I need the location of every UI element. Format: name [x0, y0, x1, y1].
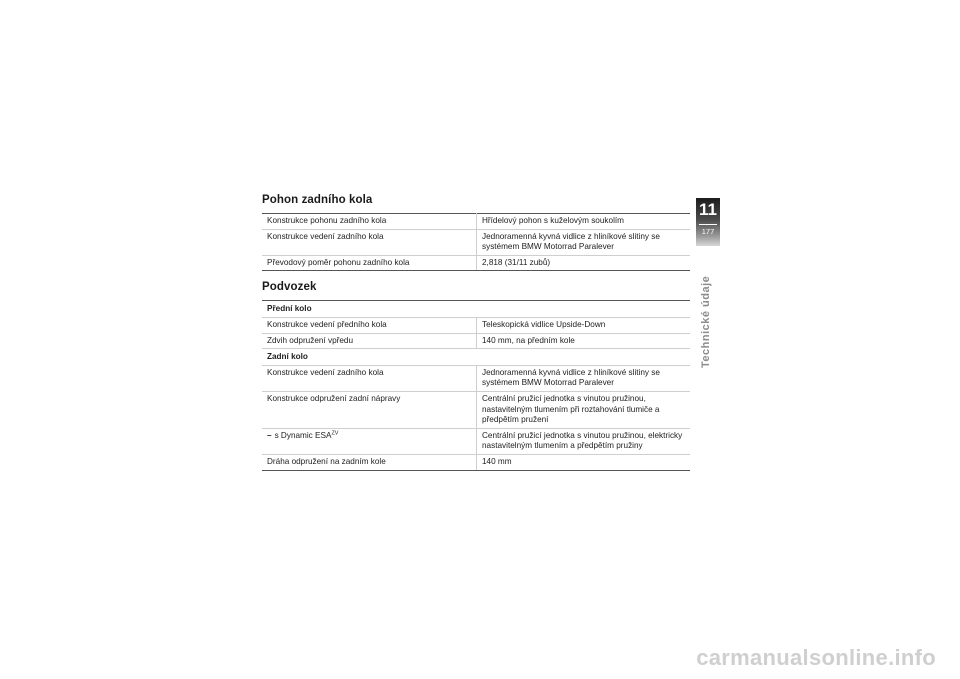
- row-label: Konstrukce vedení zadního kola: [262, 229, 477, 255]
- table-row: [262, 255, 690, 271]
- row-value: Hřídelový pohon s kuželovým soukolím: [477, 214, 691, 230]
- subheading-label: Zadní kolo: [262, 349, 690, 366]
- manual-content: [262, 194, 690, 471]
- table-row: [262, 333, 690, 349]
- row-value: Jednoramenná kyvná vidlice z hliníkové slitiny se systémem BMW Motorrad Paralever: [477, 365, 691, 391]
- table-row-dynamic-esa: [262, 428, 690, 454]
- subheading-label: Přední kolo: [262, 301, 690, 318]
- rear-drive-table: [262, 213, 690, 271]
- page-number: 177: [701, 227, 715, 236]
- section-title-chassis: Podvozek: [262, 281, 317, 294]
- watermark: carmanualsonline.info: [696, 645, 936, 670]
- row-label: Dráha odpružení na zadním kole: [262, 454, 477, 470]
- chapter-number: 11: [699, 200, 717, 219]
- row-value: Centrální pružicí jednotka s vinutou pružinou, nastavitelným tlumením při roztahování tlumiče a předpětím pružení: [477, 391, 691, 428]
- row-label: Konstrukce vedení zadního kola: [262, 365, 477, 391]
- row-label: Konstrukce pohonu zadního kola: [262, 214, 477, 230]
- table-row: [262, 454, 690, 470]
- row-label: Konstrukce odpružení zadní nápravy: [262, 391, 477, 428]
- page-number-divider: [699, 224, 717, 225]
- row-value: Teleskopická vidlice Upside-Down: [477, 317, 691, 333]
- table-row: [262, 214, 690, 230]
- table-row: [262, 229, 690, 255]
- row-value: Jednoramenná kyvná vidlice z hliníkové slitiny se systémem BMW Motorrad Paralever: [477, 229, 691, 255]
- row-value: 140 mm: [477, 454, 691, 470]
- table-row: [262, 365, 690, 391]
- table-row: [262, 391, 690, 428]
- row-value: 2,818 (31/11 zubů): [477, 255, 691, 271]
- dash-marker: –: [267, 430, 272, 440]
- row-label: Konstrukce vedení předního kola: [262, 317, 477, 333]
- section-title-rear-drive: Pohon zadního kola: [262, 194, 373, 206]
- row-value: Centrální pružicí jednotka s vinutou pružinou, elektricky nastavitelným tlumením a předpětím pružiny: [477, 428, 691, 454]
- row-label: Převodový poměr pohonu zadního kola: [262, 255, 477, 271]
- esa-label: s Dynamic ESA: [274, 430, 332, 440]
- row-label: [262, 428, 477, 454]
- subheading-front-wheel: [262, 301, 690, 318]
- subheading-rear-wheel: [262, 349, 690, 366]
- table-row: [262, 317, 690, 333]
- chassis-table: [262, 300, 690, 470]
- row-value: 140 mm, na předním kole: [477, 333, 691, 349]
- chapter-tab: [696, 198, 720, 246]
- chapter-title-vertical: Technické údaje: [700, 275, 712, 368]
- row-label: Zdvih odpružení vpředu: [262, 333, 477, 349]
- optional-equipment-mark: ZV: [331, 429, 339, 436]
